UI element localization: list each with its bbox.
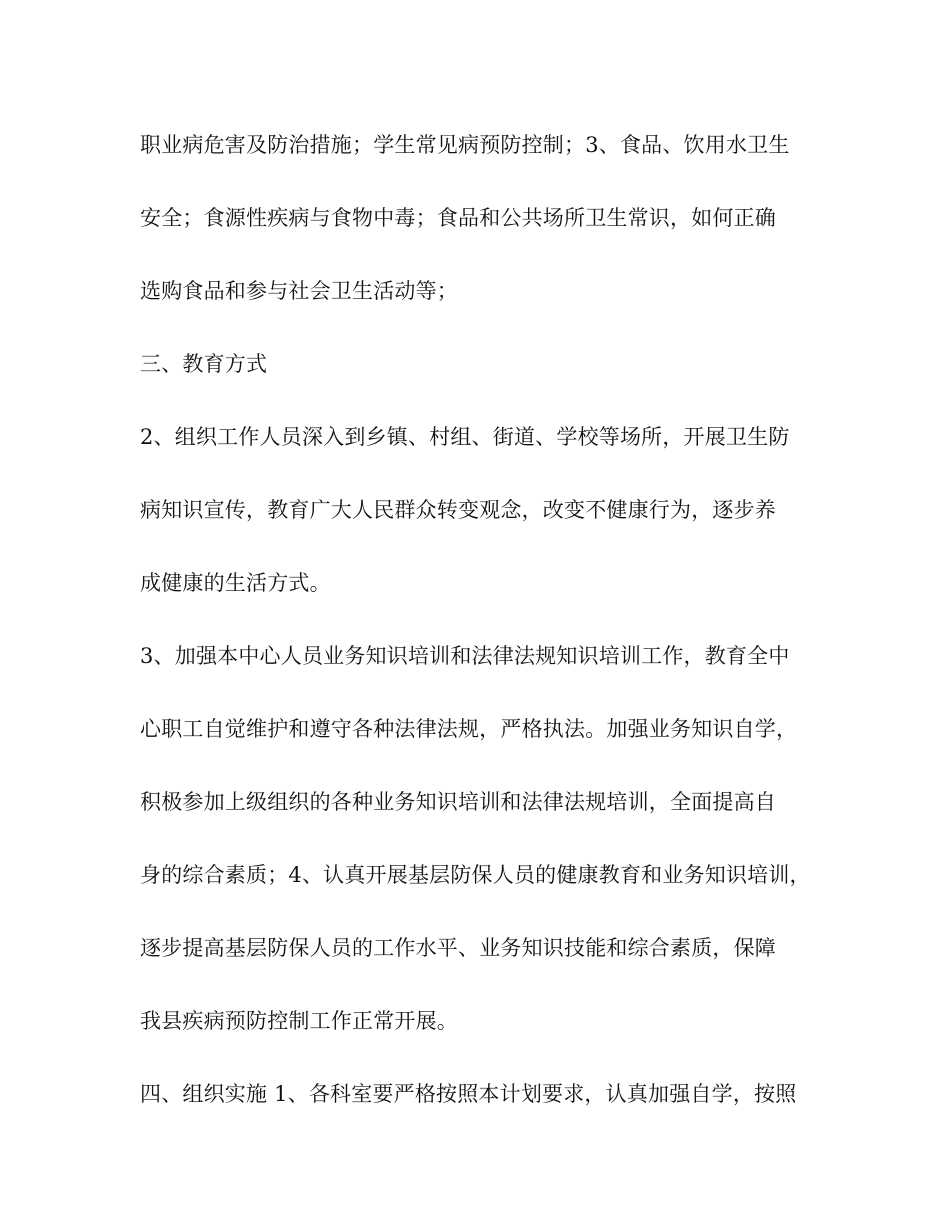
text-line: 3、加强本中心人员业务知识培训和法律法规知识培训工作，教育全中 <box>140 644 790 668</box>
text-line: 我县疾病预防控制工作正常开展。 <box>140 1009 458 1033</box>
text-line: 积极参加上级组织的各种业务知识培训和法律法规培训，全面提高自 <box>140 790 776 814</box>
document-body <box>140 122 820 1144</box>
text-line: 职业病危害及防治措施；学生常见病预防控制；3、食品、饮用水卫生 <box>140 133 790 157</box>
text-line: 成健康的生活方式。 <box>140 571 331 595</box>
text-line: 安全；食源性疾病与食物中毒；食品和公共场所卫生常识，如何正确 <box>140 206 776 230</box>
text-line: 2、组织工作人员深入到乡镇、村组、街道、学校等场所，开展卫生防 <box>140 425 790 449</box>
text-line: 选购食品和参与社会卫生活动等； <box>140 279 458 303</box>
section-heading: 四、组织实施 1、各科室要严格按照本计划要求，认真加强自学，按照 <box>140 1082 797 1106</box>
text-line: 逐步提高基层防保人员的工作水平、业务知识技能和综合素质，保障 <box>140 936 776 960</box>
section-heading: 三、教育方式 <box>140 352 268 376</box>
text-line: 身的综合素质；4、认真开展基层防保人员的健康教育和业务知识培训， <box>140 863 811 887</box>
text-line: 病知识宣传，教育广大人民群众转变观念，改变不健康行为，逐步养 <box>140 498 776 522</box>
text-line: 心职工自觉维护和遵守各种法律法规，严格执法。加强业务知识自学， <box>140 717 798 741</box>
